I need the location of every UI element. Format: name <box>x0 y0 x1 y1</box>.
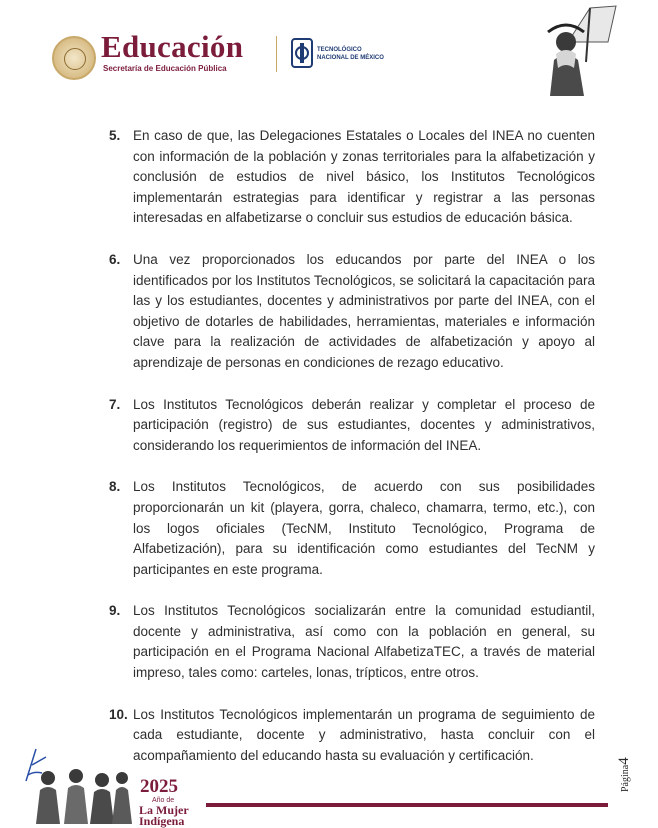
item-text: Una vez proporcionados los educandos por parte del INEA o los identificados por los Institutos Tecnológicos, se solicitará la capacitación para las y los estudiantes, docentes y administrativos por parte del INEA, con el objetivo de dotarles de habilidades, herramientas, materiales e información clave para la realización de actividades de alfabetización y apoyo al aprendizaje de personas en condiciones de rezago educativo. <box>133 251 595 370</box>
indigenous-women-illustration <box>30 764 134 824</box>
list-item <box>109 126 595 229</box>
woman-with-flag-illustration <box>528 2 620 96</box>
page-label-text: Página <box>620 764 631 792</box>
tecnm-line2: NACIONAL DE MÉXICO <box>317 55 384 61</box>
ministry-title: Educación <box>101 29 244 64</box>
tecnm-wordmark <box>317 46 384 62</box>
year-title-line1: La Mujer <box>139 803 189 817</box>
item-number: 5. <box>109 128 121 143</box>
item-text: Los Institutos Tecnológicos implementarán un programa de seguimiento de cada estudiante, docente y administrativo, hasta concluir con el acompañamiento del educando hasta su evaluación y certificación. <box>133 706 595 763</box>
list-item <box>109 250 595 374</box>
item-number: 10. <box>109 706 128 722</box>
ministry-subtitle: Secretaría de Educación Pública <box>103 64 227 73</box>
list-item <box>109 477 595 580</box>
tecnm-line1: TECNOLÓGICO <box>317 47 362 53</box>
tecnm-logo-icon <box>291 37 313 69</box>
header-divider <box>276 36 277 72</box>
page-indicator <box>616 757 633 792</box>
document-body <box>109 126 595 787</box>
year-caption: Año de <box>152 797 175 804</box>
item-number: 6. <box>109 251 121 267</box>
year-number: 2025 <box>140 776 178 797</box>
list-item <box>109 601 595 683</box>
page-number: 4 <box>616 757 632 765</box>
item-text: Los Institutos Tecnológicos, de acuerdo con sus posibilidades proporcionarán un kit (playera, gorra, chaleco, chamarra, termo, etc.), con los logos oficiales (TecNM, Instituto Tecnológico, Programa de Alfabetización), para su identificación como estudiantes del TecNM y participantes en este programa. <box>133 479 595 577</box>
year-title-line2: Indígena <box>139 814 185 828</box>
item-text: En caso de que, las Delegaciones Estatales o Locales del INEA no cuenten con información de la población y zonas territoriales para la alfabetización y conclusión de estudios de nivel básico, los Institutos Tecnológicos implementarán estrategias para identificar y registrar a las personas interesadas en alfabetizarse o concluir sus estudios de educación básica. <box>133 128 595 226</box>
item-number: 7. <box>109 396 121 412</box>
page-header <box>0 0 658 100</box>
item-number: 8. <box>109 479 121 495</box>
footer-rule <box>206 803 608 807</box>
coat-of-arms-icon <box>52 36 96 80</box>
item-text: Los Institutos Tecnológicos deberán realizar y completar el proceso de participación (registro) de sus estudiantes, docentes y administrativos, considerando los requerimientos de información del INEA. <box>133 396 595 453</box>
list-item <box>109 395 595 457</box>
item-text: Los Institutos Tecnológicos socializarán entre la comunidad estudiantil, docente y administrativa, así como con la población en general, su participación en el Programa Nacional AlfabetizaTEC, a través de material impreso, tales como: carteles, lonas, trípticos, entre otros. <box>133 603 595 681</box>
item-number: 9. <box>109 603 121 619</box>
